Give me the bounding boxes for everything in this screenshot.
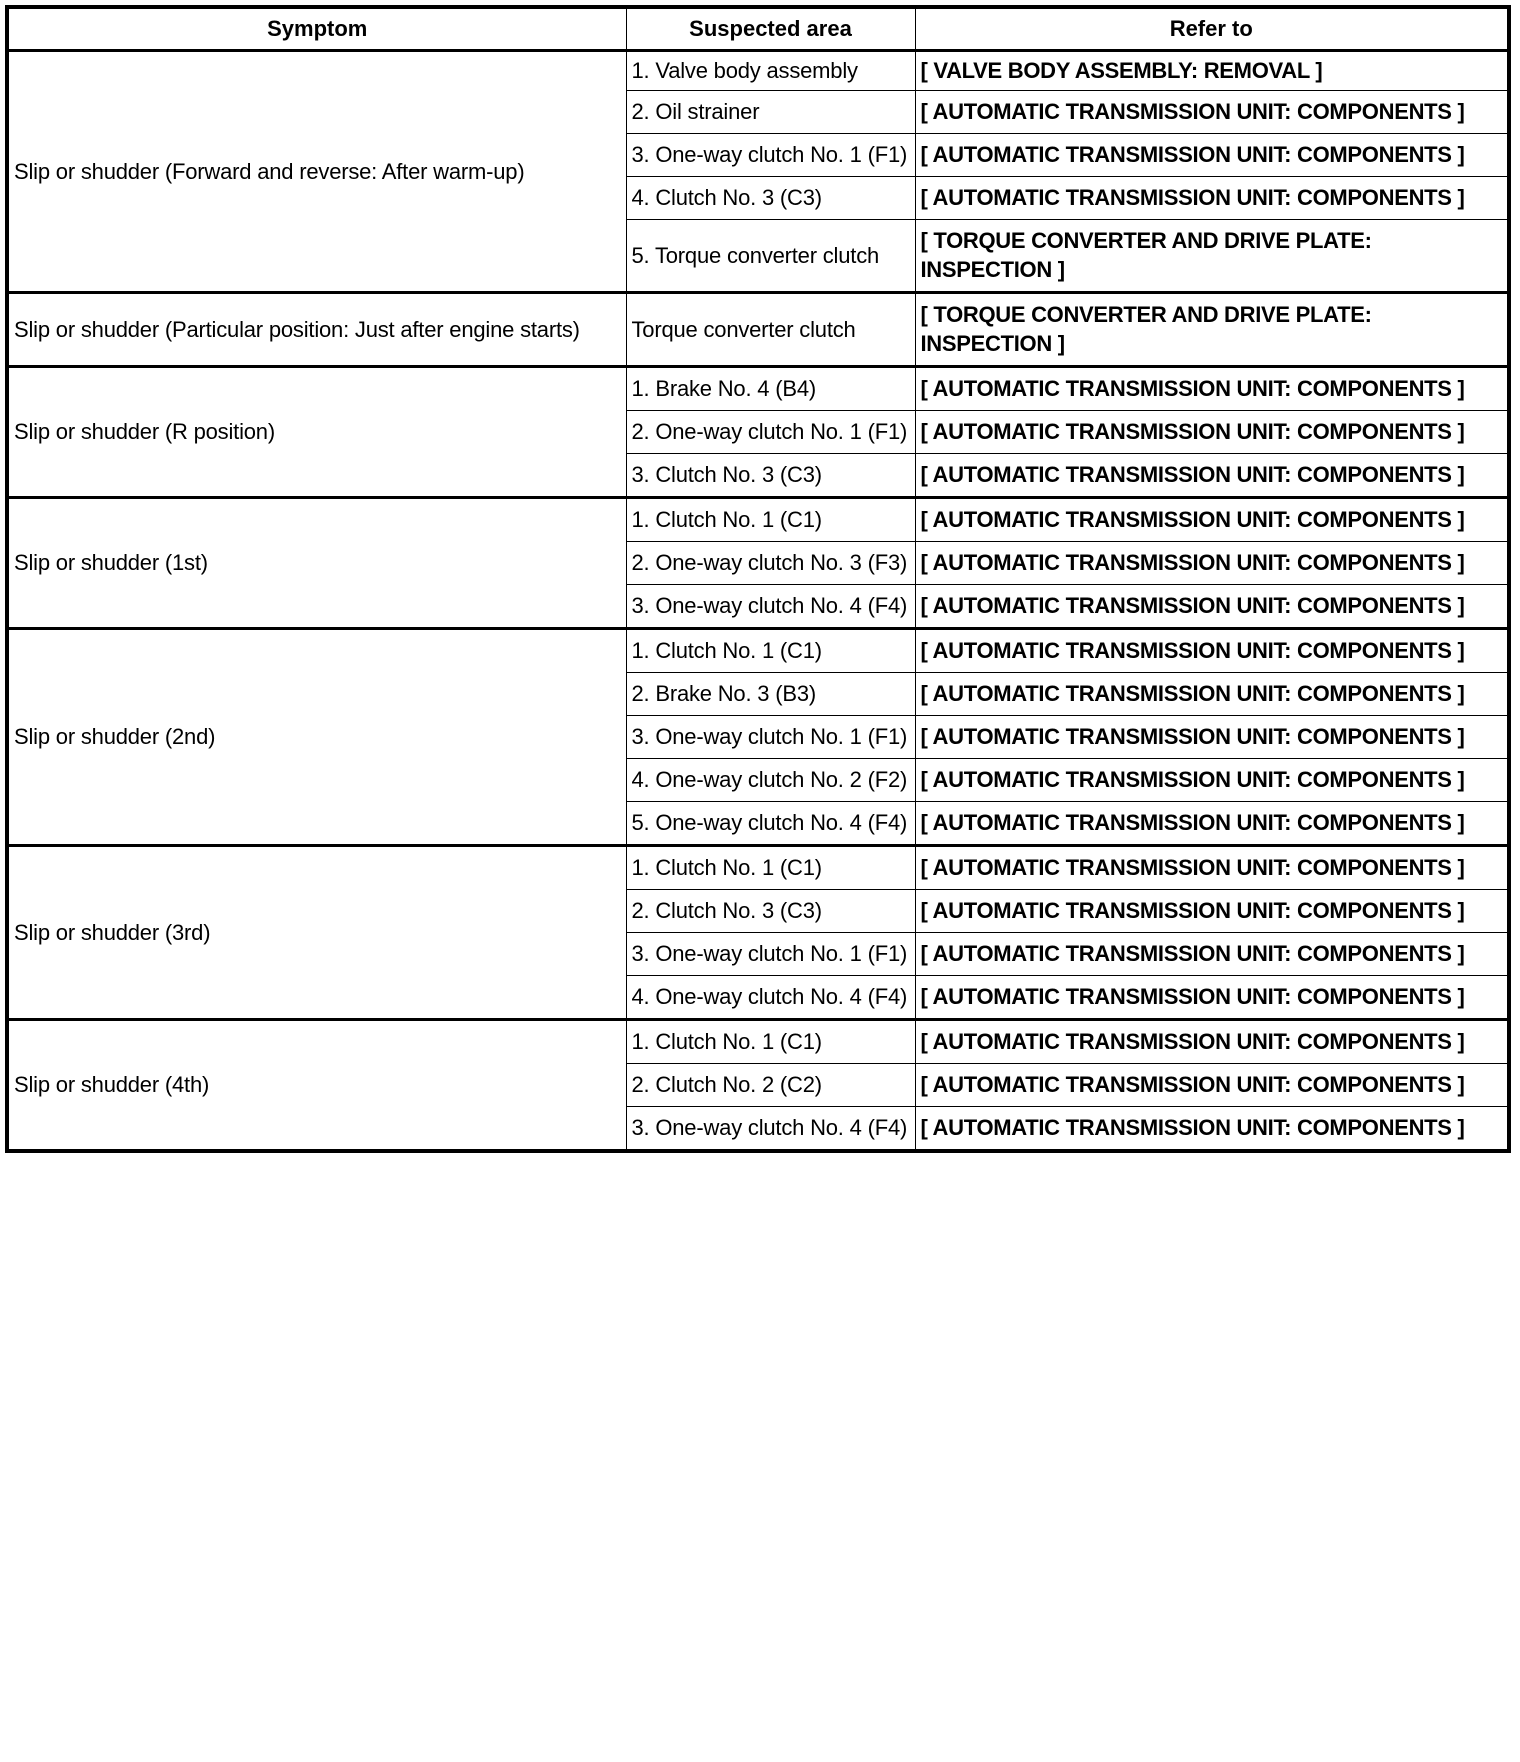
refer-to-link[interactable]: [ AUTOMATIC TRANSMISSION UNIT: COMPONENTS ]	[915, 1064, 1509, 1107]
symptom-cell: Slip or shudder (R position)	[7, 367, 626, 498]
suspected-area-cell: 5. One-way clutch No. 4 (F4)	[626, 802, 915, 846]
refer-to-link[interactable]: [ TORQUE CONVERTER AND DRIVE PLATE: INSPECTION ]	[915, 220, 1509, 293]
suspected-area-cell: 1. Clutch No. 1 (C1)	[626, 629, 915, 673]
refer-to-link[interactable]: [ AUTOMATIC TRANSMISSION UNIT: COMPONENTS ]	[915, 454, 1509, 498]
symptom-cell: Slip or shudder (4th)	[7, 1020, 626, 1152]
suspected-area-cell: 2. Clutch No. 3 (C3)	[626, 890, 915, 933]
refer-to-link[interactable]: [ AUTOMATIC TRANSMISSION UNIT: COMPONENTS ]	[915, 1020, 1509, 1064]
table-row	[7, 51, 1509, 91]
table-row	[7, 498, 1509, 542]
refer-to-link[interactable]: [ AUTOMATIC TRANSMISSION UNIT: COMPONENTS ]	[915, 177, 1509, 220]
suspected-area-cell: 1. Valve body assembly	[626, 51, 915, 91]
refer-to-link[interactable]: [ AUTOMATIC TRANSMISSION UNIT: COMPONENTS ]	[915, 134, 1509, 177]
refer-to-link[interactable]: [ AUTOMATIC TRANSMISSION UNIT: COMPONENTS ]	[915, 411, 1509, 454]
refer-to-link[interactable]: [ AUTOMATIC TRANSMISSION UNIT: COMPONENTS ]	[915, 542, 1509, 585]
table-row	[7, 846, 1509, 890]
refer-to-link[interactable]: [ AUTOMATIC TRANSMISSION UNIT: COMPONENTS ]	[915, 498, 1509, 542]
suspected-area-cell: Torque converter clutch	[626, 293, 915, 367]
header-symptom: Symptom	[7, 7, 626, 51]
header-refer-to: Refer to	[915, 7, 1509, 51]
refer-to-link[interactable]: [ AUTOMATIC TRANSMISSION UNIT: COMPONENTS ]	[915, 759, 1509, 802]
diagnosis-table	[5, 5, 1511, 1153]
symptom-cell: Slip or shudder (Particular position: Just after engine starts)	[7, 293, 626, 367]
suspected-area-cell: 2. Brake No. 3 (B3)	[626, 673, 915, 716]
suspected-area-cell: 3. One-way clutch No. 1 (F1)	[626, 933, 915, 976]
suspected-area-cell: 3. One-way clutch No. 4 (F4)	[626, 585, 915, 629]
refer-to-link[interactable]: [ AUTOMATIC TRANSMISSION UNIT: COMPONENTS ]	[915, 846, 1509, 890]
symptom-cell: Slip or shudder (1st)	[7, 498, 626, 629]
table-row	[7, 367, 1509, 411]
suspected-area-cell: 2. Oil strainer	[626, 91, 915, 134]
symptom-cell: Slip or shudder (3rd)	[7, 846, 626, 1020]
table-row	[7, 293, 1509, 367]
header-suspected-area: Suspected area	[626, 7, 915, 51]
suspected-area-cell: 1. Brake No. 4 (B4)	[626, 367, 915, 411]
suspected-area-cell: 4. Clutch No. 3 (C3)	[626, 177, 915, 220]
suspected-area-cell: 3. One-way clutch No. 1 (F1)	[626, 134, 915, 177]
refer-to-link[interactable]: [ AUTOMATIC TRANSMISSION UNIT: COMPONENTS ]	[915, 802, 1509, 846]
suspected-area-cell: 1. Clutch No. 1 (C1)	[626, 498, 915, 542]
refer-to-link[interactable]: [ AUTOMATIC TRANSMISSION UNIT: COMPONENTS ]	[915, 716, 1509, 759]
table-body	[7, 51, 1509, 1152]
suspected-area-cell: 5. Torque converter clutch	[626, 220, 915, 293]
refer-to-link[interactable]: [ AUTOMATIC TRANSMISSION UNIT: COMPONENTS ]	[915, 367, 1509, 411]
suspected-area-cell: 3. Clutch No. 3 (C3)	[626, 454, 915, 498]
symptom-cell: Slip or shudder (Forward and reverse: After warm-up)	[7, 51, 626, 293]
suspected-area-cell: 1. Clutch No. 1 (C1)	[626, 846, 915, 890]
refer-to-link[interactable]: [ TORQUE CONVERTER AND DRIVE PLATE: INSPECTION ]	[915, 293, 1509, 367]
refer-to-link[interactable]: [ AUTOMATIC TRANSMISSION UNIT: COMPONENTS ]	[915, 585, 1509, 629]
refer-to-link[interactable]: [ AUTOMATIC TRANSMISSION UNIT: COMPONENTS ]	[915, 629, 1509, 673]
suspected-area-cell: 2. One-way clutch No. 1 (F1)	[626, 411, 915, 454]
refer-to-link[interactable]: [ AUTOMATIC TRANSMISSION UNIT: COMPONENTS ]	[915, 91, 1509, 134]
suspected-area-cell: 2. One-way clutch No. 3 (F3)	[626, 542, 915, 585]
refer-to-link[interactable]: [ AUTOMATIC TRANSMISSION UNIT: COMPONENTS ]	[915, 890, 1509, 933]
refer-to-link[interactable]: [ AUTOMATIC TRANSMISSION UNIT: COMPONENTS ]	[915, 976, 1509, 1020]
refer-to-link[interactable]: [ AUTOMATIC TRANSMISSION UNIT: COMPONENTS ]	[915, 673, 1509, 716]
header-row	[7, 7, 1509, 51]
suspected-area-cell: 4. One-way clutch No. 4 (F4)	[626, 976, 915, 1020]
table-row	[7, 1020, 1509, 1064]
table-header	[7, 7, 1509, 51]
table-row	[7, 629, 1509, 673]
suspected-area-cell: 1. Clutch No. 1 (C1)	[626, 1020, 915, 1064]
symptom-cell: Slip or shudder (2nd)	[7, 629, 626, 846]
suspected-area-cell: 3. One-way clutch No. 4 (F4)	[626, 1107, 915, 1152]
refer-to-link[interactable]: [ AUTOMATIC TRANSMISSION UNIT: COMPONENTS ]	[915, 933, 1509, 976]
refer-to-link[interactable]: [ VALVE BODY ASSEMBLY: REMOVAL ]	[915, 51, 1509, 91]
suspected-area-cell: 2. Clutch No. 2 (C2)	[626, 1064, 915, 1107]
refer-to-link[interactable]: [ AUTOMATIC TRANSMISSION UNIT: COMPONENTS ]	[915, 1107, 1509, 1152]
suspected-area-cell: 4. One-way clutch No. 2 (F2)	[626, 759, 915, 802]
suspected-area-cell: 3. One-way clutch No. 1 (F1)	[626, 716, 915, 759]
